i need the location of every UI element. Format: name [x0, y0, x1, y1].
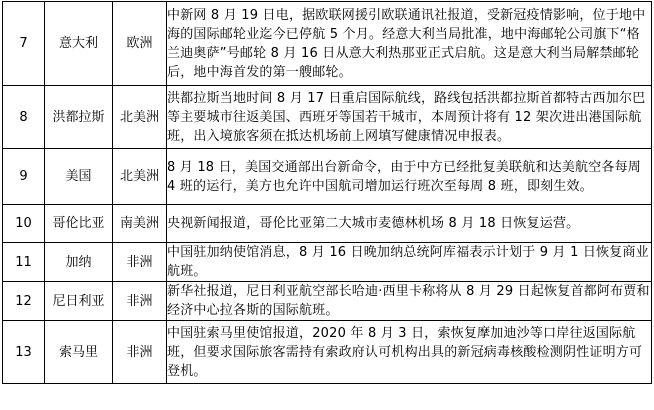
table-row — [3, 2, 652, 86]
region-name: 北美洲 — [113, 86, 167, 149]
region-name: 南美洲 — [113, 205, 167, 243]
region-name: 欧洲 — [113, 2, 167, 86]
table-row — [3, 205, 652, 243]
country-name: 哥伦比亚 — [45, 205, 113, 243]
news-content: 洪都拉斯当地时间 8 月 17 日重启国际航线，路线包括洪都拉斯首都特古西加尔巴等主要城市往返美国、西班牙等国若干城市，本周预计将有 12 架次进出港国际航班，出入境旅客须在抵达机场前上网填写健康情况申报表。 — [167, 86, 652, 149]
news-content: 新华社报道，尼日利亚航空部长哈迪·西里卡称将从 8 月 29 日起恢复首都阿布贾和经济中心拉各斯的国际航班。 — [167, 282, 652, 321]
news-content: 中国驻加纳使馆消息，8 月 16 日晚加纳总统阿库福表示计划于 9 月 1 日恢复商业航班。 — [167, 243, 652, 282]
region-name: 非洲 — [113, 321, 167, 384]
table-row — [3, 149, 652, 205]
table-row — [3, 243, 652, 282]
row-number: 13 — [3, 321, 45, 384]
country-name: 洪都拉斯 — [45, 86, 113, 149]
country-name: 索马里 — [45, 321, 113, 384]
row-number: 9 — [3, 149, 45, 205]
news-content: 8 月 18 日，美国交通部出台新命令，由于中方已经批复美联航和达美航空各每周 4 班的运行，美方也允许中国航司增加运行班次至每周 8 班，即刻生效。 — [167, 149, 652, 205]
country-name: 加纳 — [45, 243, 113, 282]
region-name: 北美洲 — [113, 149, 167, 205]
row-number: 8 — [3, 86, 45, 149]
table-row — [3, 86, 652, 149]
country-name: 尼日利亚 — [45, 282, 113, 321]
region-name: 非洲 — [113, 282, 167, 321]
table-row — [3, 282, 652, 321]
news-content: 央视新闻报道，哥伦比亚第二大城市麦德林机场 8 月 18 日恢复运营。 — [167, 205, 652, 243]
table-row — [3, 321, 652, 384]
news-content: 中国驻索马里使馆报道，2020 年 8 月 3 日，索恢复摩加迪沙等口岸往返国际航班，但要求国际旅客需持有索政府认可机构出具的新冠病毒核酸检测阴性证明方可登机。 — [167, 321, 652, 384]
row-number: 7 — [3, 2, 45, 86]
row-number: 10 — [3, 205, 45, 243]
country-name: 美国 — [45, 149, 113, 205]
country-name: 意大利 — [45, 2, 113, 86]
flight-resumption-table — [2, 1, 652, 384]
row-number: 11 — [3, 243, 45, 282]
news-content: 中新网 8 月 19 日电，据欧联网援引欧联通讯社报道，受新冠疫情影响，位于地中海的国际邮轮业迄今已停航 5 个月。经意大利当局批准，地中海邮轮公司旗下“格兰迪奥萨”号邮轮 8 月 16 日从意大利热那亚正式启航。这是意大利当局解禁邮轮后，地中海首发的第一艘邮轮。 — [167, 2, 652, 86]
row-number: 12 — [3, 282, 45, 321]
region-name: 非洲 — [113, 243, 167, 282]
